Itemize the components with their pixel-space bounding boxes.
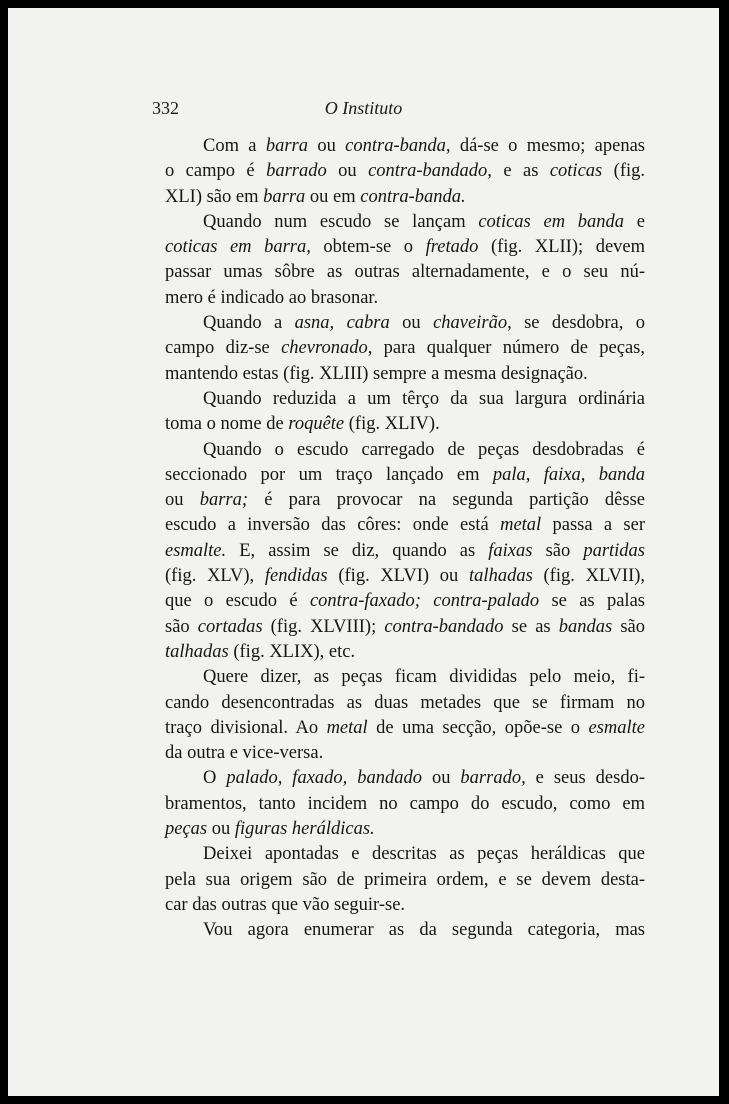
text-run: car das outras que vão seguir-se. <box>165 894 406 915</box>
italic-term: contra-faxado; contra-palado <box>309 591 540 612</box>
italic-term: roquête <box>288 414 345 435</box>
text-run: Com a <box>203 136 266 156</box>
italic-term: chaveirão, <box>433 313 512 334</box>
text-line <box>165 665 645 690</box>
text-run: (fig. XLV), <box>165 566 265 587</box>
italic-term: talhadas <box>469 566 533 587</box>
italic-term: talhadas <box>165 641 229 662</box>
text-run: ou <box>326 161 369 182</box>
italic-term: metal <box>326 717 368 738</box>
text-run: (fig. XLIX), etc. <box>228 641 356 662</box>
text-run: Quando num escudo se lançam <box>203 211 479 232</box>
text-run: pela sua origem são de primeira ordem, e se devem desta- <box>165 869 645 890</box>
italic-term: chevronado, <box>281 338 373 359</box>
text-run: são <box>165 616 198 637</box>
italic-term: esmalte <box>588 717 645 738</box>
book-page <box>8 8 719 1096</box>
text-run: escudo a inversão das côres: onde está <box>165 515 501 536</box>
italic-term: coticas em banda <box>478 211 625 232</box>
text-run: (fig. <box>602 161 645 182</box>
italic-term: esmalte. <box>165 540 227 561</box>
italic-term: faixas <box>488 540 533 561</box>
text-run: E, assim se diz, quando as <box>226 540 489 561</box>
text-line <box>165 766 645 791</box>
text-line <box>165 336 645 361</box>
text-line <box>165 513 645 538</box>
running-title: O Instituto <box>324 98 403 118</box>
text-run: que o escudo é <box>165 591 310 612</box>
italic-term: bandas <box>558 616 613 637</box>
text-line <box>165 412 645 437</box>
italic-term: figuras heráldicas. <box>234 819 375 840</box>
text-line <box>165 640 645 665</box>
page-header <box>8 94 719 124</box>
text-line <box>165 134 645 159</box>
italic-term: contra-bandado <box>384 616 504 637</box>
text-run: traço divisional. Ao <box>165 717 327 738</box>
italic-term: pala, faixa, banda <box>492 464 645 485</box>
text-line <box>165 792 645 817</box>
italic-term: fendidas <box>264 566 328 587</box>
text-run: ou <box>165 490 200 511</box>
text-run: ou <box>389 313 434 334</box>
text-line <box>165 615 645 640</box>
text-run: (fig. XLVIII); <box>262 616 385 637</box>
text-line <box>165 362 645 387</box>
text-run: (fig. XLII); devem <box>478 237 646 258</box>
text-run: Quando reduzida a um têrço da sua largura ordinária <box>203 388 645 409</box>
text-line <box>165 463 645 488</box>
text-line <box>165 817 645 842</box>
italic-term: peças <box>165 819 208 840</box>
text-line <box>165 235 645 260</box>
italic-term: cortadas <box>197 616 263 637</box>
text-run: e seus desdo- <box>525 768 645 789</box>
text-run: Quere dizer, as peças ficam divididas pelo meio, fi- <box>203 667 645 688</box>
italic-term: contra-banda, <box>345 136 451 156</box>
text-run: XLI) são em <box>165 186 264 207</box>
italic-term: contra-bandado, <box>368 161 492 182</box>
text-run: Quando a <box>203 313 295 334</box>
text-run: mero é indicado ao brasonar. <box>165 287 379 308</box>
text-run: o campo é <box>165 161 267 182</box>
italic-term: coticas em barra, <box>165 237 311 258</box>
italic-term: coticas <box>549 161 603 182</box>
italic-term: asna, cabra <box>294 313 390 334</box>
page-number: 332 <box>152 98 179 118</box>
text-run: mantendo estas (fig. XLIII) sempre a mesma designação. <box>165 363 588 384</box>
text-line <box>165 185 645 210</box>
text-run: (fig. XLVII), <box>532 566 646 587</box>
italic-term: palado, faxado, bandado <box>226 768 422 789</box>
text-line <box>165 311 645 336</box>
italic-term: barrado, <box>460 768 526 789</box>
body-text <box>165 134 645 944</box>
text-run: se as <box>503 616 559 637</box>
text-line <box>165 159 645 184</box>
text-run: O <box>203 768 227 789</box>
text-run: são <box>532 540 584 561</box>
text-run: seccionado por um traço lançado em <box>165 464 493 485</box>
text-run: passar umas sôbre as outras alternadamente, e o seu nú- <box>165 262 645 283</box>
text-run: são <box>612 616 645 637</box>
text-run: campo diz-se <box>165 338 282 359</box>
text-line <box>165 918 645 943</box>
text-run: ou <box>308 136 346 156</box>
text-line <box>165 387 645 412</box>
text-line <box>165 539 645 564</box>
text-run: ou em <box>305 186 361 207</box>
text-run: ou <box>422 768 461 789</box>
text-line <box>165 260 645 285</box>
text-run: passa a ser <box>541 515 646 536</box>
text-run: da outra e vice-versa. <box>165 743 324 764</box>
text-line <box>165 716 645 741</box>
text-run: e as <box>491 161 550 182</box>
text-run: bramentos, tanto incidem no campo do escudo, como em <box>165 793 645 814</box>
text-run: e <box>624 211 645 232</box>
text-line <box>165 438 645 463</box>
text-run: para qualquer número de peças, <box>372 338 645 359</box>
italic-term: barrado <box>266 161 327 182</box>
text-run: Vou agora enumerar as da segunda categoria, mas <box>203 920 645 941</box>
text-line <box>165 893 645 918</box>
text-run: de uma secção, opõe-se o <box>367 717 589 738</box>
text-line <box>165 210 645 235</box>
text-run: obtem-se o <box>310 237 426 258</box>
text-run: (fig. XLVI) ou <box>327 566 470 587</box>
text-run: é para provocar na segunda partição dêsse <box>248 490 645 511</box>
text-run: Deixei apontadas e descritas as peças heráldicas que <box>203 844 645 865</box>
italic-term: barra; <box>199 490 249 511</box>
text-line <box>165 589 645 614</box>
text-run: toma o nome de <box>165 414 289 435</box>
text-line <box>165 741 645 766</box>
text-line <box>165 691 645 716</box>
text-run: Quando o escudo carregado de peças desdobradas é <box>203 439 645 460</box>
text-run: ou <box>207 819 235 840</box>
text-line <box>165 286 645 311</box>
text-run: se as palas <box>539 591 645 612</box>
text-run: se desdobra, o <box>511 313 645 334</box>
text-run: (fig. XLIV). <box>344 414 440 435</box>
italic-term: partidas <box>583 540 645 561</box>
italic-term: barra <box>263 186 306 207</box>
italic-term: contra-banda. <box>360 186 466 207</box>
text-line <box>165 564 645 589</box>
text-line <box>165 488 645 513</box>
italic-term: fretado <box>425 237 479 258</box>
text-line <box>165 842 645 867</box>
italic-term: metal <box>500 515 542 536</box>
text-line <box>165 868 645 893</box>
text-run: cando desencontradas as duas metades que se firmam no <box>165 692 645 713</box>
text-run: dá-se o mesmo; apenas <box>450 136 645 156</box>
italic-term: barra <box>265 136 308 156</box>
